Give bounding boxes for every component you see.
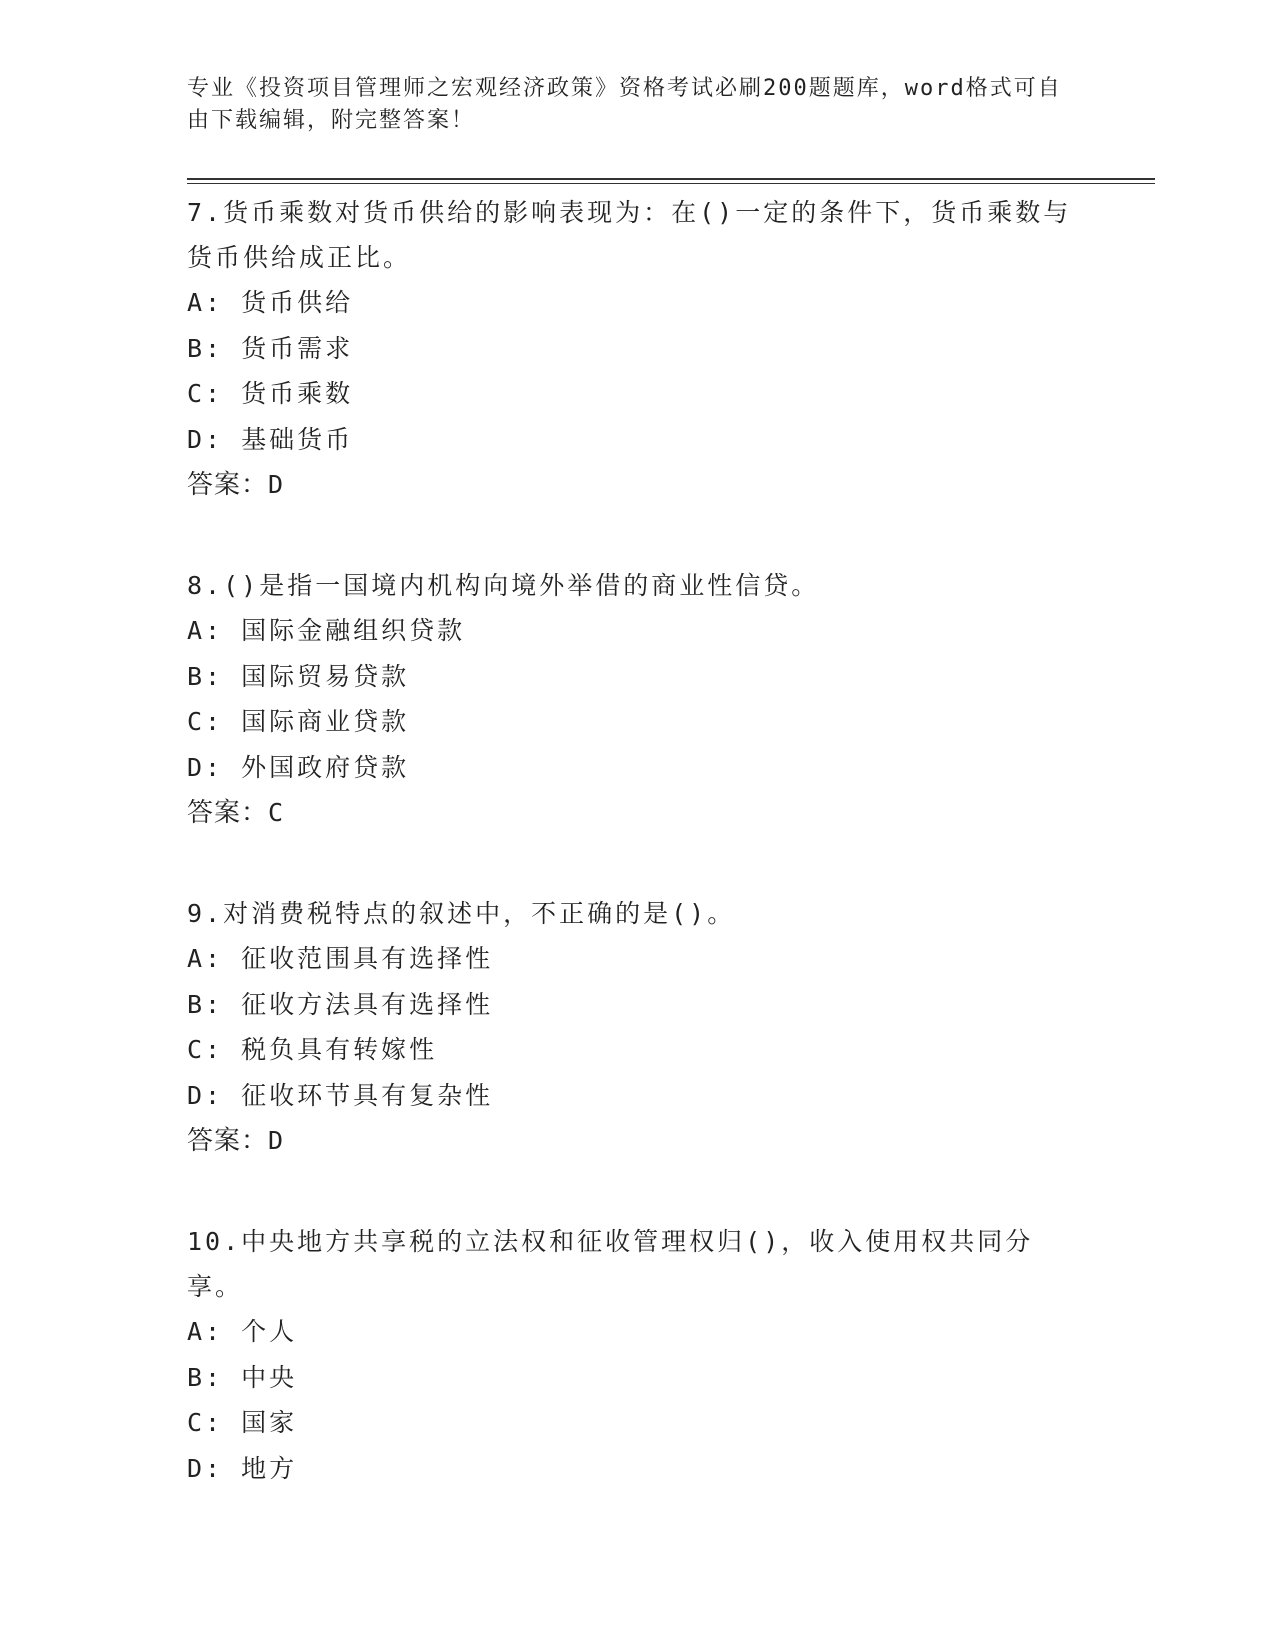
answer-line <box>187 1118 1087 1164</box>
option-d: D: 地方 <box>187 1453 298 1483</box>
question-stem: 9.对消费税特点的叙述中，不正确的是()。 <box>187 899 736 928</box>
question-list <box>187 188 1087 1491</box>
option-d: D: 外国政府贷款 <box>187 752 410 782</box>
option-c: C: 国家 <box>187 1408 298 1437</box>
question-7 <box>187 188 1087 508</box>
answer-label: 答案： <box>187 1126 269 1156</box>
question-stem: 10.中央地方共享税的立法权和征收管理权归()，收入使用权共同分享。 <box>187 1227 1034 1301</box>
option-c: C: 税负具有转嫁性 <box>187 1035 438 1064</box>
answer-label: 答案： <box>187 470 269 500</box>
option-b: B: 货币需求 <box>187 333 354 363</box>
question-10 <box>187 1217 1087 1491</box>
answer-value: D <box>268 470 285 499</box>
option-a: A: 个人 <box>187 1317 298 1346</box>
question-spacer <box>187 508 1087 561</box>
option-b: B: 中央 <box>187 1362 298 1392</box>
answer-value: C <box>268 798 285 827</box>
question-stem: 8.()是指一国境内机构向境外举借的商业性信贷。 <box>187 571 820 600</box>
option-c: C: 国际商业贷款 <box>187 707 410 736</box>
question-9 <box>187 889 1087 1164</box>
question-8 <box>187 561 1087 836</box>
option-a: A: 国际金融组织贷款 <box>187 616 466 645</box>
answer-line <box>187 790 1087 836</box>
question-stem: 7.货币乘数对货币供给的影响表现为：在()一定的条件下，货币乘数与货币供给成正比。 <box>187 198 1072 272</box>
option-c: C: 货币乘数 <box>187 379 354 408</box>
option-a: A: 征收范围具有选择性 <box>187 944 494 973</box>
option-b: B: 国际贸易贷款 <box>187 661 410 691</box>
answer-label: 答案： <box>187 798 269 828</box>
document-header: 专业《投资项目管理师之宏观经济政策》资格考试必刷200题题库，word格式可自由下载编辑，附完整答案！ <box>187 76 1062 133</box>
answer-value: D <box>268 1126 285 1155</box>
option-d: D: 征收环节具有复杂性 <box>187 1080 494 1110</box>
question-spacer <box>187 1164 1087 1217</box>
answer-line <box>187 462 1087 508</box>
option-b: B: 征收方法具有选择性 <box>187 989 494 1019</box>
option-a: A: 货币供给 <box>187 288 354 317</box>
header-divider-thin <box>187 183 1155 184</box>
option-d: D: 基础货币 <box>187 424 354 454</box>
header-divider-thick <box>187 178 1155 180</box>
question-spacer <box>187 836 1087 889</box>
